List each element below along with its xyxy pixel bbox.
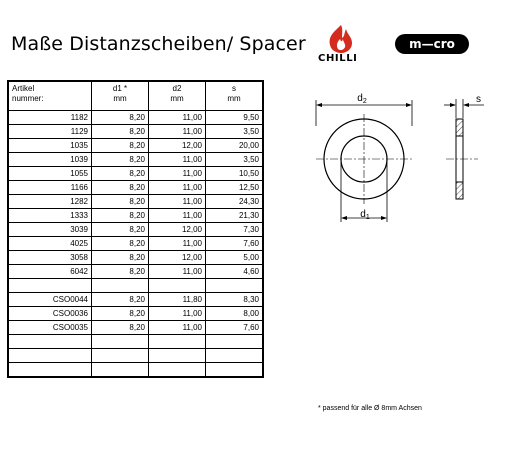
column-header-label: d1 * xyxy=(112,84,128,93)
d2-label: $d_2$ xyxy=(357,93,367,105)
column-header-unit: mm xyxy=(227,94,241,103)
d1-cell: 8,20 xyxy=(92,307,149,321)
d1-cell: 8,20 xyxy=(92,223,149,237)
article-number-cell: 1039 xyxy=(8,153,92,167)
d2-cell: 11,00 xyxy=(149,181,206,195)
s-cell: 12,50 xyxy=(206,181,264,195)
table-row xyxy=(8,279,263,293)
d2-cell: 11,00 xyxy=(149,307,206,321)
column-header-unit: mm xyxy=(170,94,184,103)
table-body xyxy=(8,111,263,378)
s-cell: 3,50 xyxy=(206,125,264,139)
side-view-top xyxy=(456,119,463,136)
s-cell xyxy=(206,279,264,293)
d1-cell xyxy=(92,363,149,378)
column-header-unit: nummer: xyxy=(12,94,44,103)
d1-cell: 8,20 xyxy=(92,125,149,139)
d2-cell xyxy=(149,335,206,349)
s-cell: 7,60 xyxy=(206,321,264,335)
table-row xyxy=(8,307,263,321)
column-header-label: s xyxy=(232,84,236,93)
table-row xyxy=(8,195,263,209)
s-cell xyxy=(206,363,264,378)
article-number-cell xyxy=(8,279,92,293)
d2-cell: 11,00 xyxy=(149,237,206,251)
s-cell: 21,30 xyxy=(206,209,264,223)
d2-cell: 11,00 xyxy=(149,167,206,181)
table-row xyxy=(8,181,263,195)
d1-cell: 8,20 xyxy=(92,139,149,153)
d2-cell: 12,00 xyxy=(149,139,206,153)
s-cell: 4,60 xyxy=(206,265,264,279)
table-row xyxy=(8,223,263,237)
d2-cell xyxy=(149,279,206,293)
table-row xyxy=(8,293,263,307)
d1-label: $d_1$ xyxy=(360,209,370,221)
table-row xyxy=(8,209,263,223)
s-cell xyxy=(206,335,264,349)
s-cell: 8,00 xyxy=(206,307,264,321)
article-number-cell: 1166 xyxy=(8,181,92,195)
table-row xyxy=(8,153,263,167)
article-number-cell xyxy=(8,335,92,349)
table-header-row xyxy=(8,81,263,111)
article-number-cell: CSO0044 xyxy=(8,293,92,307)
d1-cell: 8,20 xyxy=(92,181,149,195)
s-cell: 8,30 xyxy=(206,293,264,307)
column-header xyxy=(206,81,264,111)
table-row xyxy=(8,349,263,363)
article-number-cell: 1282 xyxy=(8,195,92,209)
d2-cell: 12,00 xyxy=(149,223,206,237)
footnote: * passend für alle Ø 8mm Achsen xyxy=(318,405,422,412)
micro-logo: m—cro xyxy=(395,34,469,54)
table-row xyxy=(8,363,263,378)
column-header xyxy=(92,81,149,111)
page-title: Maße Distanzscheiben/ Spacer xyxy=(11,33,306,55)
chilli-flame-icon xyxy=(318,24,364,54)
d2-cell: 11,00 xyxy=(149,111,206,125)
d2-cell xyxy=(149,349,206,363)
article-number-cell: CSO0036 xyxy=(8,307,92,321)
article-number-cell: 1055 xyxy=(8,167,92,181)
table-row xyxy=(8,139,263,153)
d2-cell xyxy=(149,363,206,378)
column-header xyxy=(8,81,92,111)
s-cell: 7,30 xyxy=(206,223,264,237)
chilli-logo xyxy=(318,24,364,64)
article-number-cell: 6042 xyxy=(8,265,92,279)
d2-cell: 11,00 xyxy=(149,125,206,139)
d1-cell: 8,20 xyxy=(92,167,149,181)
table-row xyxy=(8,251,263,265)
column-header xyxy=(149,81,206,111)
side-view-bottom xyxy=(456,182,463,199)
article-number-cell: 3058 xyxy=(8,251,92,265)
s-cell: 9,50 xyxy=(206,111,264,125)
table-row xyxy=(8,167,263,181)
article-number-cell: 1182 xyxy=(8,111,92,125)
d1-cell: 8,20 xyxy=(92,153,149,167)
d1-cell xyxy=(92,349,149,363)
d1-cell: 8,20 xyxy=(92,321,149,335)
d1-cell: 8,20 xyxy=(92,265,149,279)
d1-cell: 8,20 xyxy=(92,209,149,223)
s-label: s xyxy=(476,94,481,105)
article-number-cell: 1035 xyxy=(8,139,92,153)
spacer-table xyxy=(7,80,264,378)
column-header-label: d2 xyxy=(172,84,182,93)
s-cell: 5,00 xyxy=(206,251,264,265)
d2-cell: 11,80 xyxy=(149,293,206,307)
table-row xyxy=(8,111,263,125)
spacer-drawing xyxy=(312,90,508,240)
d2-cell: 11,00 xyxy=(149,195,206,209)
d1-cell xyxy=(92,335,149,349)
table-row xyxy=(8,125,263,139)
s-cell: 20,00 xyxy=(206,139,264,153)
d2-cell: 11,00 xyxy=(149,265,206,279)
article-number-cell: 3039 xyxy=(8,223,92,237)
d1-cell xyxy=(92,279,149,293)
article-number-cell: CSO0035 xyxy=(8,321,92,335)
article-number-cell: 4025 xyxy=(8,237,92,251)
table-row xyxy=(8,265,263,279)
chilli-logo-text: CHILLI xyxy=(318,53,358,64)
d1-cell: 8,20 xyxy=(92,237,149,251)
d1-cell: 8,20 xyxy=(92,195,149,209)
d2-cell: 12,00 xyxy=(149,251,206,265)
d1-cell: 8,20 xyxy=(92,111,149,125)
s-cell: 24,30 xyxy=(206,195,264,209)
d2-cell: 11,00 xyxy=(149,153,206,167)
d1-cell: 8,20 xyxy=(92,251,149,265)
d1-cell: 8,20 xyxy=(92,293,149,307)
table-row xyxy=(8,237,263,251)
s-cell xyxy=(206,349,264,363)
article-number-cell xyxy=(8,363,92,378)
table-row xyxy=(8,321,263,335)
d2-cell: 11,00 xyxy=(149,321,206,335)
column-header-label: Artikel xyxy=(12,84,35,93)
article-number-cell xyxy=(8,349,92,363)
column-header-unit: mm xyxy=(113,94,127,103)
s-cell: 10,50 xyxy=(206,167,264,181)
s-cell: 7,60 xyxy=(206,237,264,251)
article-number-cell: 1129 xyxy=(8,125,92,139)
s-cell: 3,50 xyxy=(206,153,264,167)
table-row xyxy=(8,335,263,349)
article-number-cell: 1333 xyxy=(8,209,92,223)
d2-cell: 11,00 xyxy=(149,209,206,223)
